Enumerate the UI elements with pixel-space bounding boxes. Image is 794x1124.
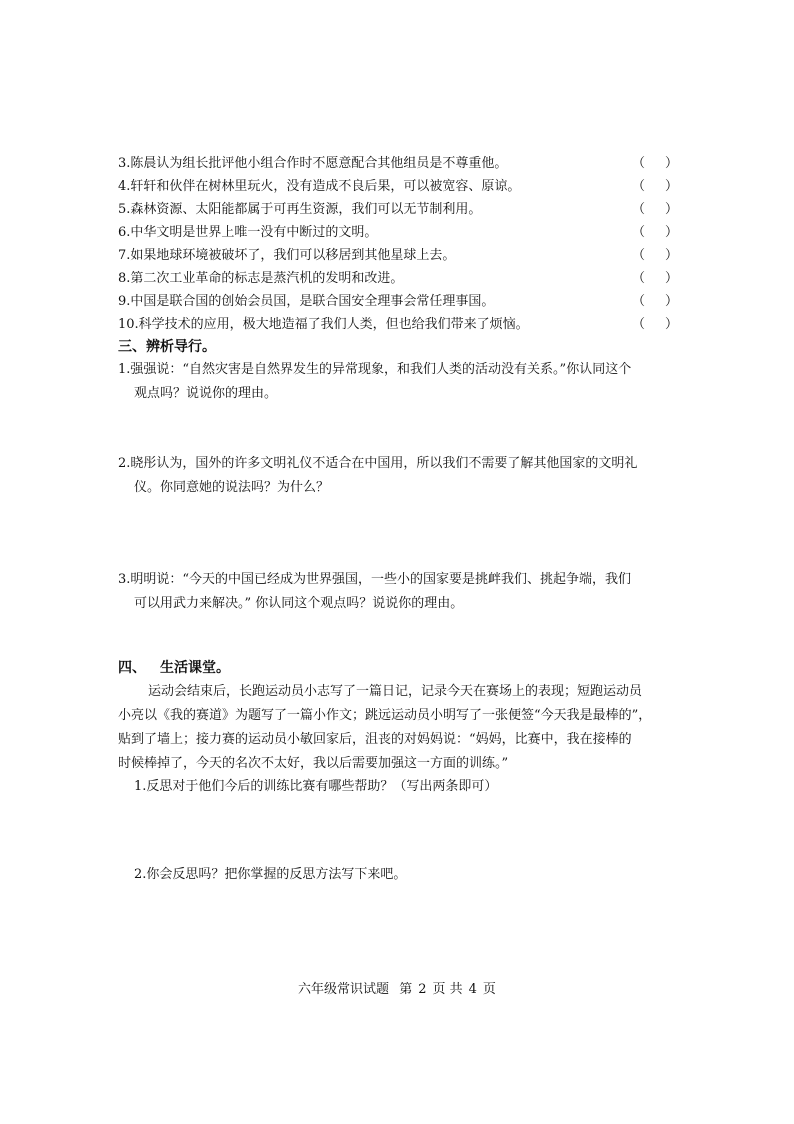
answer-paren-open: （	[632, 179, 646, 194]
answer-paren-open: （	[632, 202, 646, 217]
section-3-heading: 三、辨析导行。	[118, 339, 216, 355]
footer-page-mid: 页 共	[432, 982, 463, 997]
s3-q3-line1: 3.明明说：“今天的中国已经成为世界强国，一些小的国家要是挑衅我们、挑起争端，我们	[118, 572, 632, 587]
footer-title: 六年级常识试题	[298, 982, 390, 997]
s4-q2: 2.你会反思吗？把你掌握的反思方法写下来吧。	[134, 867, 407, 882]
s4-para-line1: 运动会结束后，长跑运动员小志写了一篇日记，记录今天在赛场上的表现；短跑运动员	[148, 684, 643, 699]
s3-q2-line1: 2.晓彤认为，国外的许多文明礼仪不适合在中国用，所以我们不需要了解其他国家的文明礼	[118, 456, 638, 471]
answer-paren-open: （	[632, 294, 646, 309]
footer-page-suffix: 页	[482, 982, 496, 997]
s3-q1-line2: 观点吗？说说你的理由。	[134, 386, 278, 401]
section-4-heading	[118, 659, 678, 677]
answer-paren-close: ）	[664, 248, 678, 263]
answer-paren-close: ）	[664, 294, 678, 309]
section-4-number: 四、	[118, 660, 146, 676]
true-false-question: 4.轩轩和伙伴在树林里玩火，没有造成不良后果，可以被宽容、原谅。	[118, 179, 521, 194]
answer-paren-close: ）	[664, 317, 678, 332]
true-false-question: 9.中国是联合国的创始会员国，是联合国安全理事会常任理事国。	[118, 294, 495, 309]
section-4-title: 生活课堂。	[160, 660, 230, 676]
answer-paren-open: （	[632, 156, 646, 171]
s4-para-line4: 时候棒掉了，今天的名次不太好，我以后需要加强这一方面的训练。”	[118, 756, 509, 771]
page-footer	[0, 981, 794, 999]
s4-para-line2: 小亮以《我的赛道》为题写了一篇小作文；跳远运动员小明写了一张便签“今天我是最棒的”，	[118, 708, 652, 723]
answer-paren-close: ）	[664, 156, 678, 171]
answer-paren-close: ）	[664, 202, 678, 217]
true-false-question: 8.第二次工业革命的标志是蒸汽机的发明和改进。	[118, 271, 404, 286]
s4-para-line3: 贴到了墙上；接力赛的运动员小敏回家后，沮丧的对妈妈说：“妈妈，比赛中，我在接棒的	[118, 732, 632, 747]
s3-q1-line1: 1.强强说：“自然灾害是自然界发生的异常现象，和我们人类的活动没有关系。”你认同这个	[118, 362, 632, 377]
true-false-question: 10.科学技术的应用，极大地造福了我们人类，但也给我们带来了烦恼。	[118, 317, 529, 332]
s3-q2-line2: 仪。你同意她的说法吗？为什么？	[134, 480, 330, 495]
footer-page-prefix: 第	[399, 982, 413, 997]
answer-paren-open: （	[632, 317, 646, 332]
true-false-question: 3.陈晨认为组长批评他小组合作时不愿意配合其他组员是不尊重他。	[118, 156, 508, 171]
answer-paren-close: ）	[664, 225, 678, 240]
footer-page-number: 2	[418, 982, 427, 997]
true-false-question: 5.森林资源、太阳能都属于可再生资源，我们可以无节制利用。	[118, 202, 482, 217]
answer-paren-close: ）	[664, 179, 678, 194]
s3-q3-line2: 可以用武力来解决。” 你认同这个观点吗？说说你的理由。	[134, 596, 464, 611]
answer-paren-open: （	[632, 248, 646, 263]
true-false-question: 6.中华文明是世界上唯一没有中断过的文明。	[118, 225, 378, 240]
true-false-question: 7.如果地球环境被破坏了，我们可以移居到其他星球上去。	[118, 248, 456, 263]
s4-q1: 1.反思对于他们今后的训练比赛有哪些帮助？（写出两条即可）	[134, 779, 498, 794]
footer-total-pages: 4	[468, 982, 477, 997]
answer-paren-open: （	[632, 271, 646, 286]
answer-paren-close: ）	[664, 271, 678, 286]
answer-paren-open: （	[632, 225, 646, 240]
